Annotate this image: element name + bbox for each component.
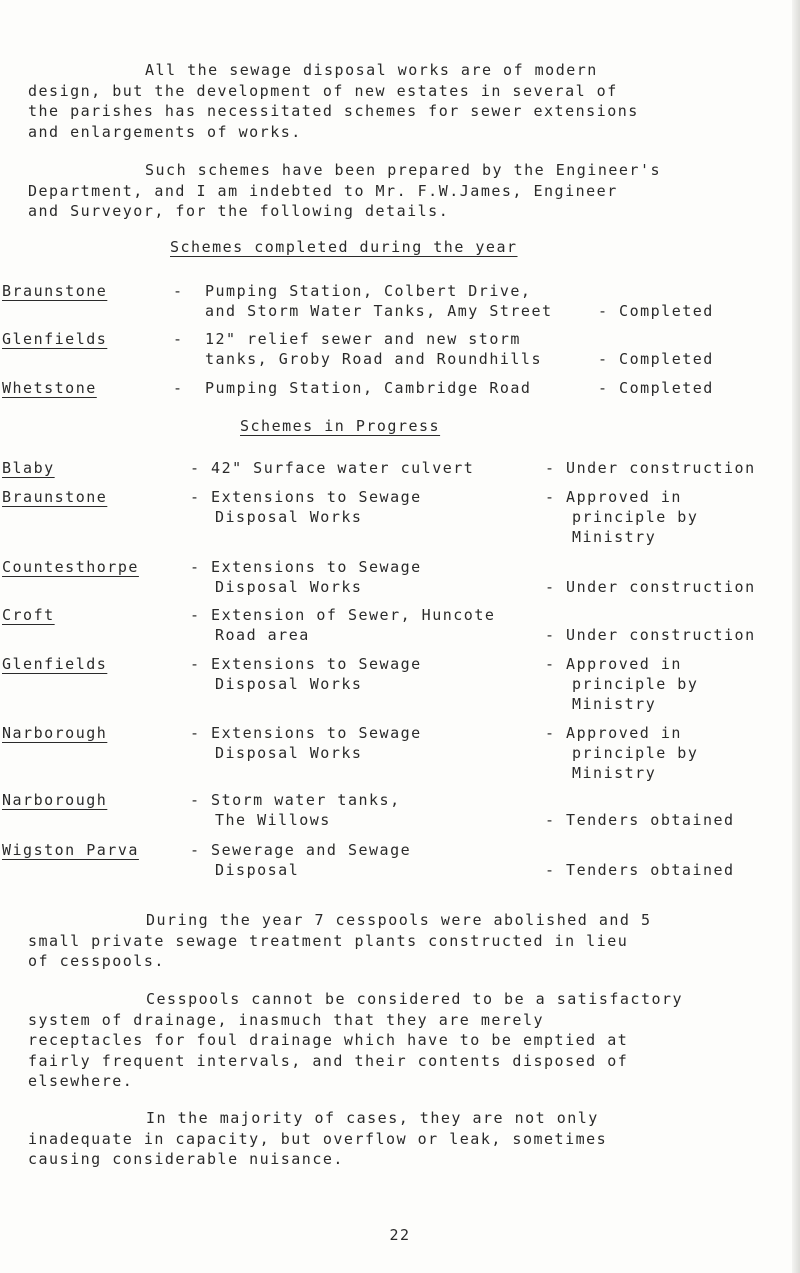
scheme-status: - Completed	[598, 379, 714, 397]
scheme-description: - Extension of Sewer, Huncote	[190, 606, 496, 624]
place-name: Glenfields	[2, 655, 108, 673]
scheme-status: Ministry	[572, 528, 657, 546]
scheme-status: - Tenders obtained	[545, 811, 735, 829]
place-name: Blaby	[2, 459, 55, 477]
page-number: 22	[389, 1226, 411, 1244]
scheme-description: Pumping Station, Cambridge Road	[205, 379, 532, 397]
dash: -	[173, 330, 184, 348]
dash: -	[173, 282, 184, 300]
place-name: Glenfields	[2, 330, 108, 348]
scheme-status: - Under construction	[545, 626, 756, 644]
intro-paragraph-1: All the sewage disposal works are of modern design, but the development of new estates in several of the parishes has necessitated schemes for sewer extensions and enlargements of works.	[28, 61, 639, 141]
scheme-description: The Willows	[215, 811, 331, 829]
scheme-status: - Completed	[598, 302, 714, 320]
scheme-status: - Approved in	[545, 488, 682, 506]
scheme-description: - Extensions to Sewage	[190, 488, 422, 506]
place-name: Narborough	[2, 791, 108, 809]
scheme-description: Road area	[215, 626, 310, 644]
scheme-description: Disposal	[215, 861, 300, 879]
closing-paragraph-3: In the majority of cases, they are not only inadequate in capacity, but overflow or leak, sometimes causing considerable nuisance.	[28, 1109, 608, 1168]
scheme-description: tanks, Groby Road and Roundhills	[205, 350, 542, 368]
scheme-status: - Approved in	[545, 655, 682, 673]
scheme-description: - 42" Surface water culvert	[190, 459, 475, 477]
scheme-description: Disposal Works	[215, 508, 363, 526]
scheme-description: - Sewerage and Sewage	[190, 841, 412, 859]
scheme-description: and Storm Water Tanks, Amy Street	[205, 302, 553, 320]
scheme-description: Disposal Works	[215, 744, 363, 762]
completed-heading: Schemes completed during the year	[170, 238, 518, 256]
scheme-status: principle by	[572, 508, 699, 526]
scheme-description: - Extensions to Sewage	[190, 655, 422, 673]
scheme-status: - Tenders obtained	[545, 861, 735, 879]
scheme-description: Disposal Works	[215, 578, 363, 596]
scheme-status: - Completed	[598, 350, 714, 368]
scheme-status: Ministry	[572, 695, 657, 713]
scheme-description: 12" relief sewer and new storm	[205, 330, 521, 348]
scheme-description: - Storm water tanks,	[190, 791, 401, 809]
place-name: Narborough	[2, 724, 108, 742]
scheme-description: - Extensions to Sewage	[190, 724, 422, 742]
page-edge-shadow	[792, 0, 800, 1273]
place-name: Braunstone	[2, 282, 108, 300]
scheme-description: Disposal Works	[215, 675, 363, 693]
dash: -	[173, 379, 184, 397]
progress-heading: Schemes in Progress	[240, 417, 441, 435]
place-name: Braunstone	[2, 488, 108, 506]
scheme-description: - Extensions to Sewage	[190, 558, 422, 576]
scheme-status: - Under construction	[545, 578, 756, 596]
scheme-status: - Approved in	[545, 724, 682, 742]
intro-paragraph-2: Such schemes have been prepared by the Engineer's Department, and I am indebted to Mr. F.W.James, Engineer and Surveyor, for the following details.	[28, 161, 662, 220]
scheme-status: - Under construction	[545, 459, 756, 477]
scheme-status: principle by	[572, 744, 699, 762]
scheme-description: Pumping Station, Colbert Drive,	[205, 282, 532, 300]
place-name: Countesthorpe	[2, 558, 139, 576]
scheme-status: principle by	[572, 675, 699, 693]
scheme-status: Ministry	[572, 764, 657, 782]
closing-paragraph-1: During the year 7 cesspools were abolished and 5 small private sewage treatment plants constructed in lieu of cesspools.	[28, 911, 652, 970]
place-name: Whetstone	[2, 379, 97, 397]
place-name: Croft	[2, 606, 55, 624]
place-name: Wigston Parva	[2, 841, 139, 859]
closing-paragraph-2: Cesspools cannot be considered to be a satisfactory system of drainage, inasmuch that they are merely receptacles for foul drainage which have to be emptied at fairly frequent intervals, and their contents disposed of elsewhere.	[28, 990, 684, 1090]
